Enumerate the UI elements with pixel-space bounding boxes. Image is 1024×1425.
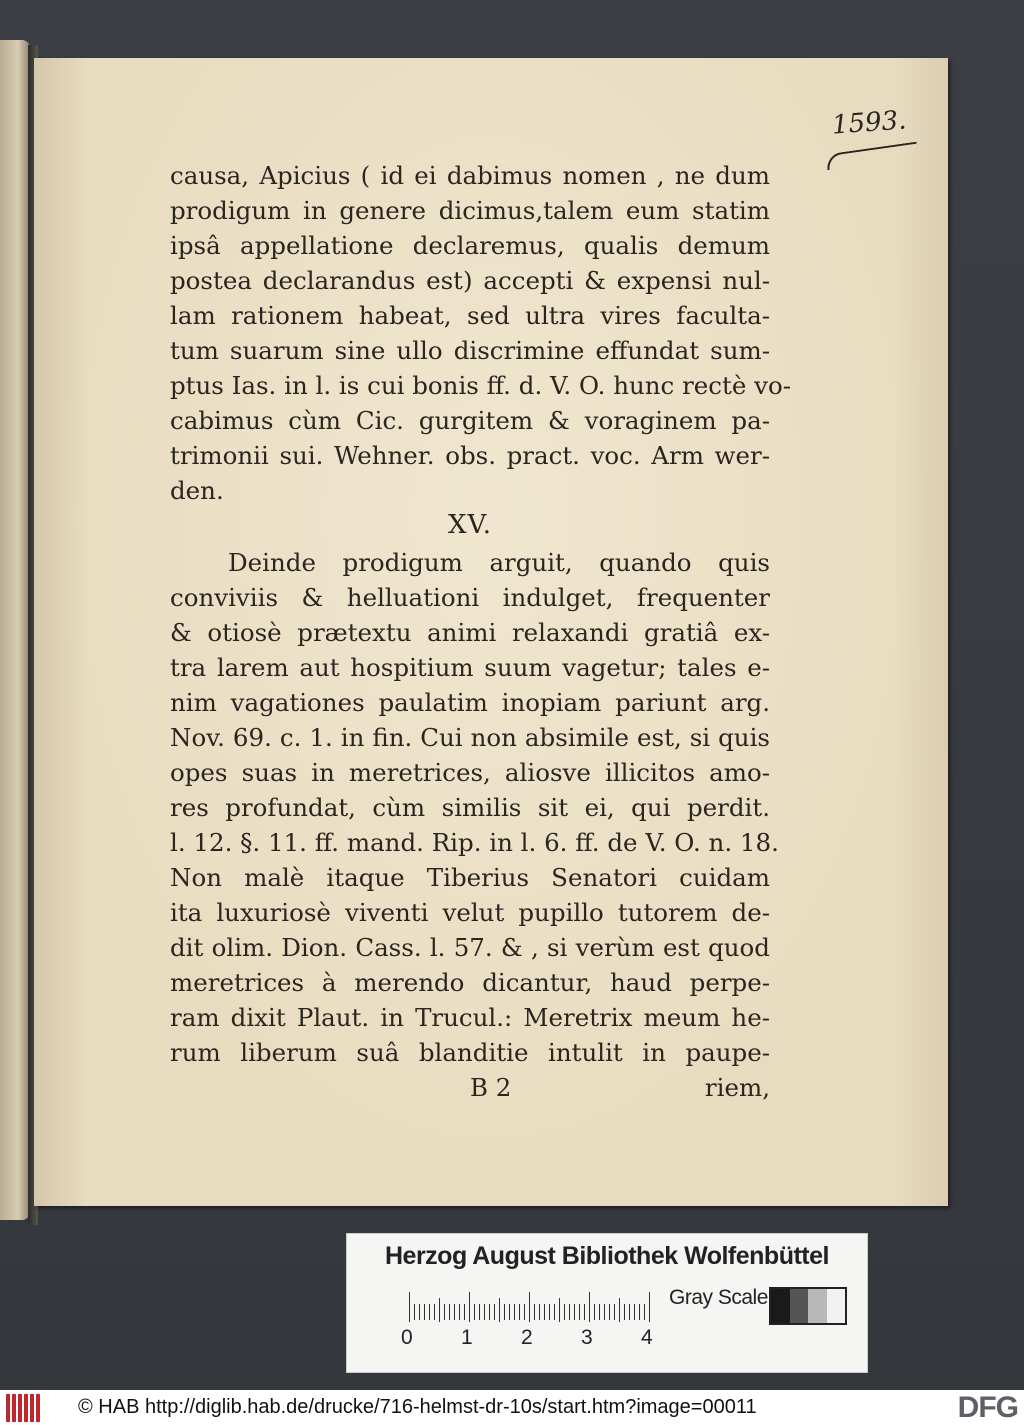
copyright-link[interactable]: © HAB http://diglib.hab.de/drucke/716-helmst-dr-10s/start.htm?image=00011 — [78, 1396, 757, 1418]
ruler-tick — [559, 1298, 560, 1322]
ruler-tick — [614, 1304, 615, 1320]
signature-mark: B 2 — [470, 1073, 512, 1102]
ruler-tick — [634, 1304, 635, 1320]
ruler-tick — [529, 1292, 530, 1322]
text-line: rum liberum suâ blanditie intulit in paupe- — [170, 1038, 770, 1067]
ruler-tick — [524, 1304, 525, 1320]
text-line: Nov. 69. c. 1. in fin. Cui non absimile est, si quis — [170, 723, 770, 752]
ruler-tick — [439, 1298, 440, 1322]
text-line: cabimus cùm Cic. gurgitem & voraginem pa- — [170, 406, 770, 435]
text-line: & otiosè prætextu animi relaxandi gratiâ ex- — [170, 618, 770, 647]
ruler-tick — [604, 1304, 605, 1320]
ruler-tick — [594, 1304, 595, 1320]
text-line: Deinde prodigum arguit, quando quis — [228, 548, 770, 577]
text-line: prodigum in genere dicimus,talem eum statim — [170, 196, 770, 225]
ruler-tick — [479, 1304, 480, 1320]
ruler-numbers — [401, 1326, 661, 1352]
text-line: ptus Ias. in l. is cui bonis ff. d. V. O. hunc rectè vo- — [170, 371, 792, 400]
ruler-tick — [544, 1304, 545, 1320]
text-line: tum suarum sine ullo discrimine effundat sum- — [170, 336, 770, 365]
text-line: trimonii sui. Wehner. obs. pract. voc. Arm wer- — [170, 441, 770, 470]
paragraph-1 — [170, 158, 792, 508]
catchword: riem, — [704, 1073, 770, 1102]
text-line: l. 12. §. 11. ff. mand. Rip. in l. 6. ff. de V. O. n. 18. — [170, 828, 779, 857]
facing-page-edge — [0, 40, 30, 1220]
text-line: meretrices à merendo dicantur, haud perpe- — [170, 968, 770, 997]
text-line: opes suas in meretrices, aliosve illicitos amo- — [170, 758, 770, 787]
ruler-tick — [624, 1304, 625, 1320]
ruler-tick — [499, 1298, 500, 1322]
ruler-tick — [584, 1304, 585, 1320]
page-footer-line — [170, 1070, 770, 1105]
text-line: causa, Apicius ( id ei dabimus nomen , ne dum — [170, 161, 770, 190]
hab-logo-icon — [6, 1394, 44, 1422]
ruler-tick — [534, 1304, 535, 1320]
ruler-tick — [549, 1304, 550, 1320]
ruler-tick — [569, 1304, 570, 1320]
text-line: postea declarandus est) accepti & expensi nul- — [170, 266, 770, 295]
ruler-tick — [554, 1304, 555, 1320]
ruler-tick — [409, 1292, 410, 1322]
ruler-tick — [469, 1292, 470, 1322]
ruler-number: 4 — [641, 1326, 653, 1349]
gray-scale-bar — [769, 1287, 847, 1325]
ruler-tick — [619, 1298, 620, 1322]
text-line: conviviis & helluationi indulget, frequenter — [170, 583, 770, 612]
ruler-tick — [579, 1304, 580, 1320]
ruler-tick — [609, 1304, 610, 1320]
ruler-tick — [484, 1304, 485, 1320]
ruler-tick — [504, 1304, 505, 1320]
text-line: nim vagationes paulatim inopiam pariunt arg. — [170, 688, 770, 717]
ruler-tick — [519, 1304, 520, 1320]
ruler-number: 3 — [581, 1326, 593, 1349]
text-line: ita luxuriosè viventi velut pupillo tutorem de- — [170, 898, 770, 927]
ruler-tick — [589, 1292, 590, 1322]
ruler-tick — [414, 1304, 415, 1320]
ruler-tick — [489, 1304, 490, 1320]
section-heading: XV. — [447, 510, 492, 540]
ruler-number: 0 — [401, 1326, 413, 1349]
ruler-tick — [449, 1304, 450, 1320]
ruler-tick — [514, 1304, 515, 1320]
ruler-tick — [649, 1292, 650, 1322]
ruler-tick — [644, 1304, 645, 1320]
folio-flourish — [825, 142, 918, 171]
ruler-tick — [564, 1304, 565, 1320]
ruler-tick — [454, 1304, 455, 1320]
text-line: ram dixit Plaut. in Trucul.: Meretrix meum he- — [170, 1003, 770, 1032]
ruler-tick — [629, 1304, 630, 1320]
book-page — [34, 58, 948, 1206]
gray-swatch — [790, 1289, 809, 1323]
ruler-tick — [599, 1304, 600, 1320]
text-line: res profundat, cùm similis sit ei, qui perdit. — [170, 793, 770, 822]
text-line: tra larem aut hospitium suum vagetur; tales e- — [170, 653, 770, 682]
ruler-tick — [639, 1304, 640, 1320]
text-line: Non malè itaque Tiberius Senatori cuidam — [170, 863, 770, 892]
folio-number: 1593. — [830, 105, 907, 141]
ruler-tick — [509, 1304, 510, 1320]
library-name: Herzog August Bibliothek Wolfenbüttel — [385, 1242, 829, 1270]
paragraph-2 — [170, 545, 779, 1070]
ruler-tick — [539, 1304, 540, 1320]
text-line: den. — [170, 476, 224, 505]
text-line: ipsâ appellatione declaremus, qualis demum — [170, 231, 770, 260]
gray-swatch — [771, 1289, 790, 1323]
ruler-tick — [474, 1304, 475, 1320]
ruler-tick — [574, 1304, 575, 1320]
gray-swatch — [827, 1289, 846, 1323]
dfg-logo: DFG — [957, 1391, 1018, 1424]
text-block — [170, 158, 792, 1105]
ruler-tick — [424, 1304, 425, 1320]
gray-scale-label: Gray Scale — [669, 1286, 768, 1309]
ruler-number: 1 — [461, 1326, 473, 1349]
gray-swatch — [808, 1289, 827, 1323]
ruler-tick — [429, 1304, 430, 1320]
ruler-tick — [459, 1304, 460, 1320]
text-line: lam rationem habeat, sed ultra vires faculta- — [170, 301, 770, 330]
ruler-tick — [419, 1304, 420, 1320]
color-target-card — [346, 1233, 868, 1373]
ruler-tick — [444, 1304, 445, 1320]
ruler-number: 2 — [521, 1326, 533, 1349]
text-line: dit olim. Dion. Cass. l. 57. & , si verùm est quod — [170, 933, 770, 962]
ruler-tick — [464, 1304, 465, 1320]
ruler-tick — [494, 1304, 495, 1320]
ruler-tick — [434, 1304, 435, 1320]
bottom-bar — [0, 1390, 1024, 1425]
